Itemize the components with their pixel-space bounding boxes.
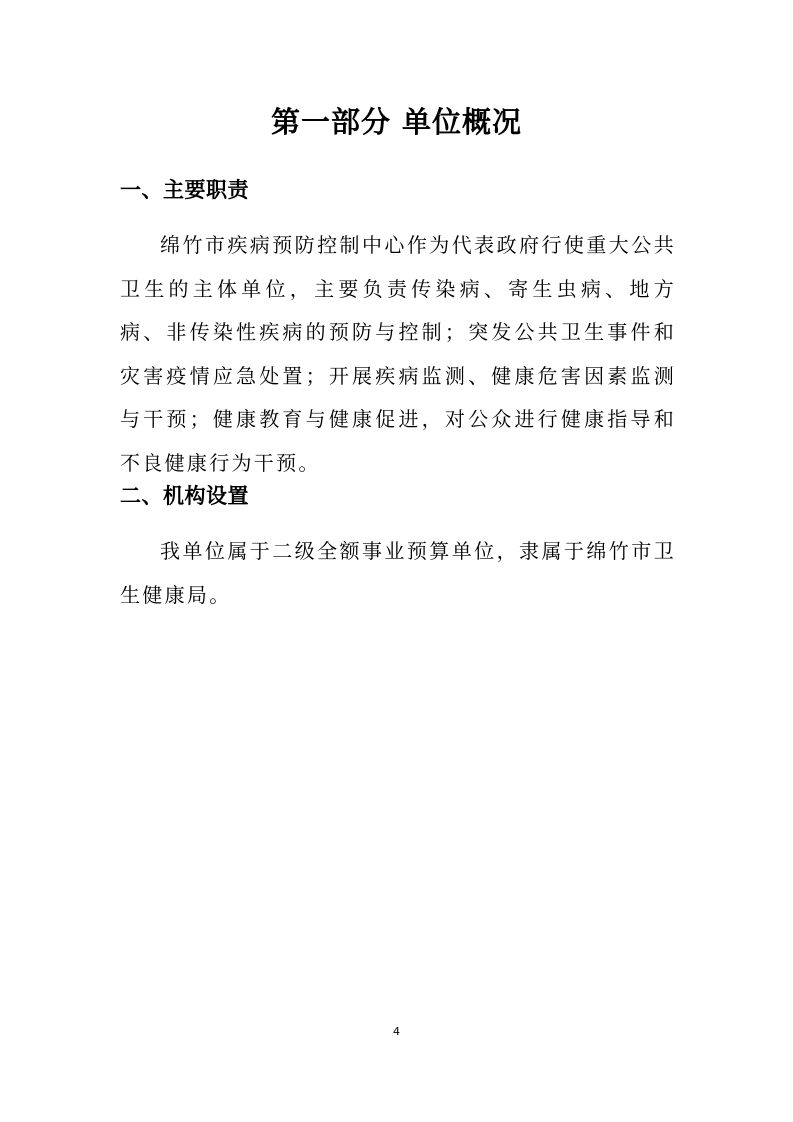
section-paragraph-main-duties: 绵竹市疾病预防控制中心作为代表政府行使重大公共卫生的主体单位，主要负责传染病、寄生虫病、地方病、非传染性疾病的预防与控制；突发公共卫生事件和灾害疫情应急处置；开展疾病监测、健康危害因素监测与干预；健康教育与健康促进，对公众进行健康指导和不良健康行为干预。 <box>120 233 676 475</box>
section-heading-main-duties: 一、主要职责 <box>120 178 249 202</box>
section-heading-organization: 二、机构设置 <box>120 484 249 508</box>
page-title: 第一部分 单位概况 <box>270 105 523 139</box>
page-number: 4 <box>393 1025 400 1038</box>
section-paragraph-organization: 我单位属于二级全额事业预算单位，隶属于绵竹市卫生健康局。 <box>120 539 676 607</box>
